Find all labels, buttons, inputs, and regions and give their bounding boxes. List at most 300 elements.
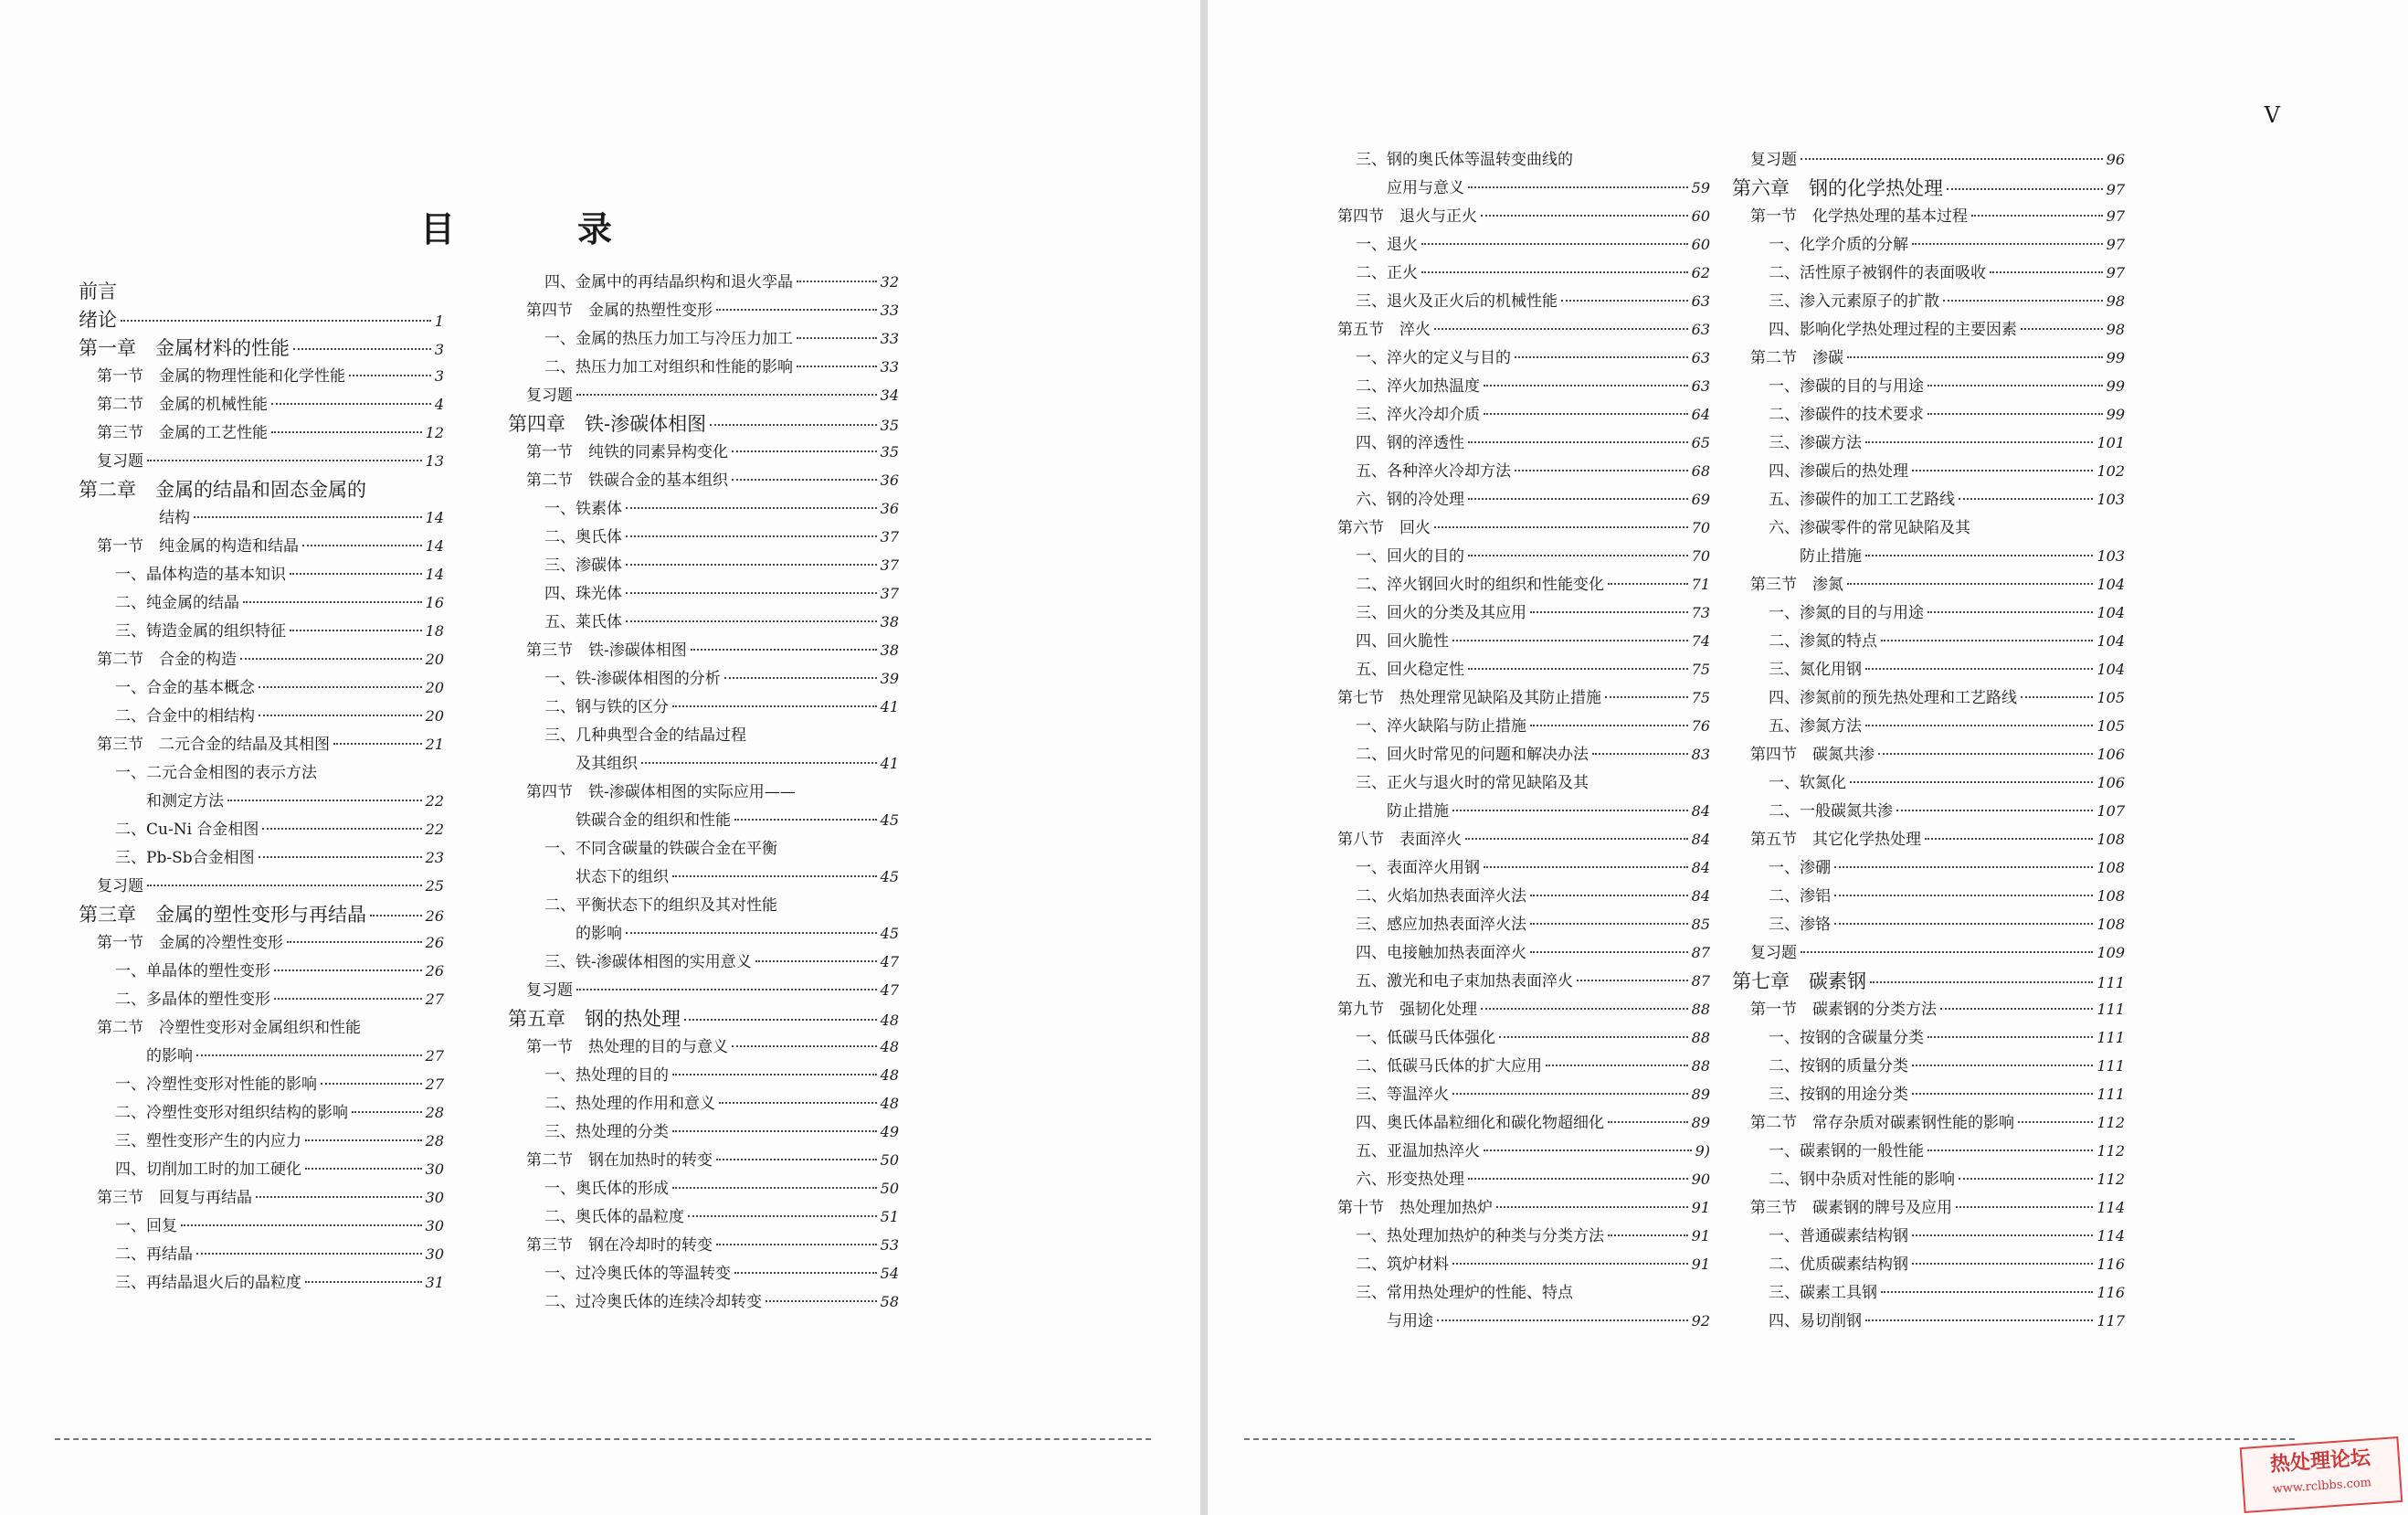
toc-entry-title: 四、珠光体 xyxy=(544,585,622,603)
toc-page-number: 108 xyxy=(2096,831,2125,848)
toc-subsection-entry xyxy=(1319,968,1710,995)
toc-entry-title: 二、纯金属的结晶 xyxy=(115,594,239,612)
toc-section-entry xyxy=(508,1232,899,1259)
toc-dot-leader xyxy=(290,573,422,575)
toc-dot-leader xyxy=(1925,838,2093,840)
toc-subsection-entry xyxy=(1732,486,2125,514)
toc-entry-title: 四、影响化学热处理过程的主要因素 xyxy=(1769,321,2017,339)
toc-entry-title: 三、等温淬火 xyxy=(1356,1086,1449,1104)
toc-page-number: 35 xyxy=(880,443,899,461)
toc-subsection-entry xyxy=(508,552,899,579)
toc-entry-title: 三、正火与退火时的常见缺陷及其 xyxy=(1356,774,1589,792)
toc-dot-leader xyxy=(1847,356,2103,358)
toc-section-entry xyxy=(508,1033,899,1061)
toc-page-number: 14 xyxy=(425,566,444,583)
toc-section-entry xyxy=(1319,996,1710,1023)
toc-page-number: 111 xyxy=(2096,974,2125,991)
toc-entry-title: 一、淬火缺陷与防止措施 xyxy=(1356,717,1526,736)
toc-dot-leader xyxy=(287,941,422,943)
toc-page-number: 104 xyxy=(2096,604,2125,621)
toc-page-number: 47 xyxy=(880,953,899,970)
toc-subsection-entry xyxy=(1732,373,2125,400)
toc-entry-title: 一、铁素体 xyxy=(544,500,622,518)
toc-entry-title: 五、渗碳件的加工工艺路线 xyxy=(1769,491,1955,509)
toc-subsection-entry xyxy=(508,580,899,608)
toc-page-number: 62 xyxy=(1691,264,1710,281)
toc-dot-leader xyxy=(302,545,422,546)
toc-page-number: 63 xyxy=(1691,321,1710,338)
toc-page-number: 20 xyxy=(425,679,444,696)
toc-subsection-entry xyxy=(1319,486,1710,514)
toc-page-number: 65 xyxy=(1691,434,1710,451)
toc-entry-title: 第二节 合金的构造 xyxy=(97,651,237,669)
page-footer-rule xyxy=(1244,1438,2295,1440)
toc-entry-title: 绪论 xyxy=(79,309,117,331)
toc-page-number: 103 xyxy=(2096,491,2125,508)
toc-dot-leader xyxy=(1865,668,2093,670)
toc-entry-title: 复习题 xyxy=(1750,151,1797,169)
toc-page-number: 114 xyxy=(2096,1227,2125,1245)
toc-dot-leader xyxy=(1530,611,1688,613)
toc-dot-leader xyxy=(147,885,422,886)
toc-dot-leader xyxy=(194,516,422,518)
toc-subsection-entry xyxy=(1319,1308,1710,1335)
toc-entry-title: 结构 xyxy=(159,509,190,527)
toc-page-number: 45 xyxy=(880,925,899,942)
toc-entry-title: 四、奥氏体晶粒细化和碳化物超细化 xyxy=(1356,1114,1604,1132)
toc-entry-title: 二、活性原子被钢件的表面吸收 xyxy=(1769,264,1986,282)
toc-entry-title: 一、化学介质的分解 xyxy=(1769,236,1908,254)
toc-dot-leader xyxy=(1499,1036,1688,1038)
toc-subsection-entry xyxy=(1732,316,2125,344)
toc-section-entry xyxy=(1319,684,1710,712)
toc-entry-title: 第四节 铁-渗碳体相图的实际应用—— xyxy=(526,783,796,801)
toc-entry-title: 三、感应加热表面淬火法 xyxy=(1356,916,1526,934)
toc-page-number: 106 xyxy=(2096,746,2125,763)
toc-subsection-entry xyxy=(79,1071,444,1098)
toc-page-number: 54 xyxy=(880,1265,899,1282)
toc-dot-leader xyxy=(240,658,422,660)
toc-entry-title: 一、渗硼 xyxy=(1769,859,1831,877)
toc-dot-leader xyxy=(1468,555,1688,556)
toc-entry-title: 二、多晶体的塑性变形 xyxy=(115,991,270,1009)
toc-page-number: 63 xyxy=(1691,292,1710,310)
toc-page-number: 112 xyxy=(2096,1171,2125,1188)
toc-entry-title: 五、激光和电子束加热表面淬火 xyxy=(1356,972,1573,991)
toc-subsection-entry xyxy=(508,1118,899,1146)
toc-subsection-entry xyxy=(1319,911,1710,938)
toc-entry-title: 一、单晶体的塑性变形 xyxy=(115,962,270,980)
toc-section-entry xyxy=(508,977,899,1004)
toc-dot-leader xyxy=(1530,895,1688,896)
toc-page-number: 14 xyxy=(425,537,444,555)
toc-entry-title: 第三节 碳素钢的牌号及应用 xyxy=(1750,1199,1952,1217)
toc-entry-title: 状态下的组织 xyxy=(576,868,669,886)
toc-dot-leader xyxy=(1452,1093,1688,1095)
toc-section-entry xyxy=(79,929,444,957)
toc-subsection-entry xyxy=(79,816,444,843)
toc-subsection-entry xyxy=(79,561,444,588)
toc-entry-title: 一、过冷奥氏体的等温转变 xyxy=(544,1265,731,1283)
toc-page-number: 50 xyxy=(880,1151,899,1169)
toc-entry-title: 四、切削加工时的加工硬化 xyxy=(115,1160,301,1179)
toc-dot-leader xyxy=(766,1300,877,1302)
toc-page-number: 91 xyxy=(1691,1255,1710,1273)
toc-page-number: 84 xyxy=(1691,887,1710,905)
toc-page-number: 30 xyxy=(425,1217,444,1234)
toc-entry-title: 四、回火脆性 xyxy=(1356,632,1449,651)
toc-dot-leader xyxy=(626,535,877,537)
toc-subsection-entry xyxy=(1319,175,1710,202)
toc-page-number: 76 xyxy=(1691,717,1710,735)
toc-subsection-entry xyxy=(508,269,899,296)
toc-entry-title: 第二节 金属的机械性能 xyxy=(97,396,268,414)
toc-entry-title: 防止措施 xyxy=(1387,802,1449,821)
toc-chapter-entry xyxy=(79,334,444,362)
toc-page-number: 88 xyxy=(1691,1001,1710,1018)
toc-dot-leader xyxy=(1608,1121,1688,1123)
toc-dot-leader xyxy=(349,375,431,376)
toc-page-number: 83 xyxy=(1691,746,1710,763)
toc-page-number: 109 xyxy=(2096,944,2125,961)
toc-page-number: 71 xyxy=(1691,576,1710,593)
toc-dot-leader xyxy=(576,394,877,396)
toc-page-number: 74 xyxy=(1691,632,1710,650)
toc-section-entry xyxy=(1732,826,2125,853)
toc-subsection-entry xyxy=(1732,883,2125,910)
toc-entry-title: 二、再结晶 xyxy=(115,1245,193,1264)
toc-dot-leader xyxy=(626,932,877,934)
toc-subsection-entry xyxy=(1732,1081,2125,1108)
toc-dot-leader xyxy=(1834,923,2093,925)
toc-subsection-entry xyxy=(508,325,899,353)
toc-subsection-entry xyxy=(79,986,444,1013)
toc-dot-leader xyxy=(1608,1234,1688,1236)
toc-dot-leader xyxy=(1496,1206,1688,1208)
toc-entry-title: 三、铁-渗碳体相图的实用意义 xyxy=(544,953,752,971)
toc-entry-title: 五、渗氮方法 xyxy=(1769,717,1862,736)
toc-page-number: 108 xyxy=(2096,916,2125,933)
toc-page-number: 36 xyxy=(880,471,899,489)
toc-dot-leader xyxy=(1515,470,1688,471)
toc-subsection-entry xyxy=(79,788,444,815)
toc-entry-title: 第三节 铁-渗碳体相图 xyxy=(526,641,687,660)
toc-page-number: 99 xyxy=(2106,349,2125,366)
toc-dot-leader xyxy=(1468,186,1688,188)
toc-page-number: 33 xyxy=(880,302,899,319)
toc-page-number: 96 xyxy=(2106,151,2125,168)
toc-dot-leader xyxy=(1515,356,1688,358)
toc-page-number: 23 xyxy=(425,849,444,866)
toc-entry-title: 三、热处理的分类 xyxy=(544,1123,669,1141)
toc-entry-title: 第七节 热处理常见缺陷及其防止措施 xyxy=(1337,689,1601,707)
toc-entry-title: 第一节 纯铁的同素异构变化 xyxy=(526,443,728,461)
toc-entry-title: 第一节 纯金属的构造和结晶 xyxy=(97,537,299,556)
toc-dot-leader xyxy=(1465,838,1688,840)
toc-chapter-entry xyxy=(79,278,444,305)
toc-entry-title: 第二节 常存杂质对碳素钢性能的影响 xyxy=(1750,1114,2014,1132)
toc-subsection-entry xyxy=(1319,939,1710,967)
toc-page-number: 31 xyxy=(425,1274,444,1291)
toc-entry-title: 三、按钢的用途分类 xyxy=(1769,1086,1908,1104)
toc-dot-leader xyxy=(732,450,877,452)
watermark-text: 热处理论坛 xyxy=(2269,1446,2371,1477)
toc-page-number: 70 xyxy=(1691,519,1710,536)
toc-page-number: 73 xyxy=(1691,604,1710,621)
toc-page-number: 53 xyxy=(880,1236,899,1254)
toc-entry-title: 第六章 钢的化学热处理 xyxy=(1732,177,1943,199)
toc-page-number: 37 xyxy=(880,528,899,546)
toc-dot-leader xyxy=(688,1215,877,1217)
toc-entry-title: 二、钢与铁的区分 xyxy=(544,698,669,716)
toc-section-entry xyxy=(79,533,444,560)
toc-entry-title: 复习题 xyxy=(97,877,143,895)
toc-subsection-entry xyxy=(508,495,899,523)
toc-entry-title: 一、表面淬火用钢 xyxy=(1356,859,1480,877)
toc-page-number: 107 xyxy=(2096,802,2125,820)
toc-page-number: 88 xyxy=(1691,1057,1710,1075)
toc-entry-title: 四、易切削钢 xyxy=(1769,1312,1862,1330)
toc-entry-title: 六、渗碳零件的常见缺陷及其 xyxy=(1769,519,1970,537)
toc-subsection-entry xyxy=(1319,288,1710,315)
toc-page-number: 4 xyxy=(434,396,444,413)
page-number: V xyxy=(2264,102,2280,128)
toc-dot-leader xyxy=(1834,866,2093,868)
toc-entry-title: 二、淬火钢回火时的组织和性能变化 xyxy=(1356,576,1604,594)
toc-entry-title: 三、渗碳方法 xyxy=(1769,434,1862,452)
toc-dot-leader xyxy=(271,431,422,433)
toc-subsection-entry xyxy=(79,703,444,730)
toc-subsection-entry xyxy=(508,524,899,551)
toc-page-number: 105 xyxy=(2096,717,2125,735)
toc-page-number: 41 xyxy=(880,755,899,772)
toc-page-number: 117 xyxy=(2096,1312,2125,1330)
toc-page-number: 116 xyxy=(2096,1284,2125,1301)
toc-dot-leader xyxy=(321,1083,422,1085)
toc-page-number: 14 xyxy=(425,509,444,526)
toc-subsection-entry xyxy=(508,1203,899,1231)
toc-entry-title: 二、冷塑性变形对组织结构的影响 xyxy=(115,1104,348,1122)
toc-dot-leader xyxy=(2021,696,2093,698)
toc-entry-title: 四、电接触加热表面淬火 xyxy=(1356,944,1526,962)
toc-subsection-entry xyxy=(1732,231,2125,259)
toc-subsection-entry xyxy=(1732,514,2125,542)
toc-subsection-entry xyxy=(508,892,899,919)
toc-chapter-entry xyxy=(79,306,444,334)
toc-page-number: 97 xyxy=(2106,236,2125,253)
toc-dot-leader xyxy=(719,1102,877,1104)
toc-dot-leader xyxy=(1577,980,1688,981)
toc-dot-leader xyxy=(181,1224,422,1226)
toc-subsection-entry xyxy=(79,1269,444,1297)
toc-section-entry xyxy=(1732,996,2125,1023)
toc-dot-leader xyxy=(576,989,877,991)
toc-dot-leader xyxy=(1434,328,1688,330)
toc-dot-leader xyxy=(1561,300,1688,302)
toc-entry-title: 四、钢的淬透性 xyxy=(1356,434,1464,452)
toc-page-number: 37 xyxy=(880,556,899,574)
toc-dot-leader xyxy=(1484,413,1688,415)
toc-subsection-entry xyxy=(508,1175,899,1202)
toc-page-number: 104 xyxy=(2096,632,2125,650)
toc-dot-leader xyxy=(1956,1206,2093,1208)
toc-entry-title: 第二节 渗碳 xyxy=(1750,349,1843,367)
toc-dot-leader xyxy=(370,915,422,916)
toc-subsection-entry xyxy=(1319,599,1710,627)
toc-subsection-entry xyxy=(1319,883,1710,910)
toc-dot-leader xyxy=(262,828,421,830)
toc-subsection-entry xyxy=(1319,260,1710,287)
toc-entry-title: 二、按钢的质量分类 xyxy=(1769,1057,1908,1075)
toc-entry-title: 一、金属的热压力加工与冷压力加工 xyxy=(544,330,793,348)
toc-page-number: 3 xyxy=(434,367,444,385)
toc-entry-title: 的影响 xyxy=(576,925,622,943)
toc-dot-leader xyxy=(1940,1008,2093,1010)
toc-subsection-entry xyxy=(1732,429,2125,457)
toc-dot-leader xyxy=(691,649,877,651)
toc-entry-title: 一、低碳马氏体强化 xyxy=(1356,1029,1495,1047)
toc-page-number: 75 xyxy=(1691,661,1710,678)
toc-entry-title: 第九节 强韧化处理 xyxy=(1337,1001,1477,1019)
toc-subsection-entry xyxy=(508,665,899,693)
toc-entry-title: 第一节 金属的冷塑性变形 xyxy=(97,934,283,952)
toc-entry-title: 二、热压力加工对组织和性能的影响 xyxy=(544,358,793,376)
toc-entry-title: 一、合金的基本概念 xyxy=(115,679,255,697)
toc-entry-title: 三、铸造金属的组织特征 xyxy=(115,622,286,641)
toc-subsection-entry xyxy=(1732,1138,2125,1165)
toc-page-number: 101 xyxy=(2096,434,2125,451)
toc-subsection-entry xyxy=(1732,288,2125,315)
toc-subsection-entry xyxy=(79,504,444,532)
toc-section-entry xyxy=(1319,826,1710,853)
toc-page-number: 30 xyxy=(425,1189,444,1206)
toc-section-entry xyxy=(1732,1194,2125,1222)
toc-section-entry xyxy=(79,1014,444,1042)
toc-entry-title: 四、渗氮前的预先热处理和工艺路线 xyxy=(1769,689,2017,707)
toc-subsection-entry xyxy=(1732,543,2125,570)
toc-dot-leader xyxy=(684,1019,877,1021)
toc-subsection-entry xyxy=(508,1260,899,1287)
toc-subsection-entry xyxy=(1732,911,2125,938)
toc-section-entry xyxy=(79,448,444,475)
toc-entry-title: 二、奥氏体的晶粒度 xyxy=(544,1208,684,1226)
toc-entry-title: 第二节 铁碳合金的基本组织 xyxy=(526,471,728,490)
toc-subsection-entry xyxy=(508,1062,899,1089)
toc-entry-title: 一、铁-渗碳体相图的分析 xyxy=(544,670,721,688)
toc-dot-leader xyxy=(672,1187,877,1189)
toc-subsection-entry xyxy=(1732,798,2125,825)
toc-dot-leader xyxy=(1437,1319,1688,1321)
toc-entry-title: 第八节 表面淬火 xyxy=(1337,831,1462,849)
toc-dot-leader xyxy=(1881,1291,2093,1293)
toc-page-number: 50 xyxy=(880,1180,899,1197)
toc-entry-title: 二、回火时常见的问题和解决办法 xyxy=(1356,746,1589,764)
toc-entry-title: 一、热处理的目的 xyxy=(544,1066,669,1085)
toc-page-number: 48 xyxy=(880,1066,899,1084)
toc-page-number: 28 xyxy=(425,1132,444,1149)
toc-page-number: 22 xyxy=(425,792,444,810)
toc-subsection-entry xyxy=(1319,741,1710,768)
toc-entry-title: 一、渗氮的目的与用途 xyxy=(1769,604,1924,622)
toc-page-number: 26 xyxy=(425,962,444,980)
toc-subsection-entry xyxy=(1319,571,1710,599)
toc-page-number: 70 xyxy=(1691,547,1710,565)
toc-page-number: 87 xyxy=(1691,944,1710,961)
toc-page-number: 88 xyxy=(1691,1029,1710,1046)
toc-entry-title: 二、一般碳氮共渗 xyxy=(1769,802,1893,821)
toc-subsection-entry xyxy=(508,863,899,891)
toc-subsection-entry xyxy=(1319,1166,1710,1193)
toc-dot-leader xyxy=(1530,725,1688,726)
toc-dot-leader xyxy=(1468,1178,1688,1180)
toc-entry-title: 二、奥氏体 xyxy=(544,528,622,546)
toc-dot-leader xyxy=(1865,725,2093,726)
toc-entry-title: 一、热处理加热炉的种类与分类方法 xyxy=(1356,1227,1604,1245)
toc-page-number: 85 xyxy=(1691,916,1710,933)
toc-subsection-entry xyxy=(1319,1138,1710,1165)
toc-page-number: 26 xyxy=(425,934,444,951)
toc-entry-title: 一、碳素钢的一般性能 xyxy=(1769,1142,1924,1160)
toc-page-number: 98 xyxy=(2106,292,2125,310)
toc-section-entry xyxy=(1732,203,2125,230)
toc-section-entry xyxy=(1732,939,2125,967)
toc-dot-leader xyxy=(196,1054,422,1056)
toc-dot-leader xyxy=(1990,271,2103,273)
toc-dot-leader xyxy=(1801,158,2103,160)
toc-entry-title: 第五节 淬火 xyxy=(1337,321,1431,339)
toc-subsection-entry xyxy=(79,674,444,702)
toc-page-number: 84 xyxy=(1691,802,1710,820)
toc-dot-leader xyxy=(626,592,877,594)
toc-dot-leader xyxy=(797,281,877,282)
toc-page-number: 103 xyxy=(2096,547,2125,565)
toc-dot-leader xyxy=(626,507,877,509)
toc-subsection-entry xyxy=(1319,344,1710,372)
toc-dot-leader xyxy=(672,705,877,707)
toc-chapter-entry xyxy=(1732,175,2125,202)
toc-page-number: 112 xyxy=(2096,1114,2125,1131)
toc-section-entry xyxy=(79,363,444,390)
toc-dot-leader xyxy=(1605,696,1688,698)
toc-page-number: 114 xyxy=(2096,1199,2125,1216)
toc-entry-title: 三、渗入元素原子的扩散 xyxy=(1769,292,1939,311)
toc-page-number: 102 xyxy=(2096,462,2125,480)
toc-dot-leader xyxy=(716,309,877,311)
toc-dot-leader xyxy=(1927,413,2103,415)
toc-dot-leader xyxy=(1943,300,2103,302)
toc-entry-title: 三、回火的分类及其应用 xyxy=(1356,604,1526,622)
toc-entry-title: 前言 xyxy=(79,281,117,302)
toc-section-entry xyxy=(1319,316,1710,344)
toc-entry-title: 二、Cu-Ni 合金相图 xyxy=(115,821,259,839)
toc-entry-title: 四、金属中的再结晶织构和退火孪晶 xyxy=(544,273,793,291)
toc-entry-title: 第十节 热处理加热炉 xyxy=(1337,1199,1493,1217)
left-page xyxy=(0,0,1200,1515)
toc-page-number: 36 xyxy=(880,500,899,517)
toc-page-number: 97 xyxy=(2106,181,2125,198)
toc-entry-title: 一、淬火的定义与目的 xyxy=(1356,349,1511,367)
right-page xyxy=(1208,0,2408,1515)
toc-page-number: 12 xyxy=(425,424,444,441)
toc-subsection-entry xyxy=(508,920,899,948)
toc-entry-title: 第二章 金属的结晶和固态金属的 xyxy=(79,479,366,501)
toc-dot-leader xyxy=(305,1281,422,1283)
toc-dot-leader xyxy=(755,960,877,962)
toc-entry-title: 四、渗碳后的热处理 xyxy=(1769,462,1908,481)
toc-page-number: 104 xyxy=(2096,576,2125,593)
toc-title: 目 录 xyxy=(420,208,657,249)
toc-subsection-entry xyxy=(508,835,899,863)
